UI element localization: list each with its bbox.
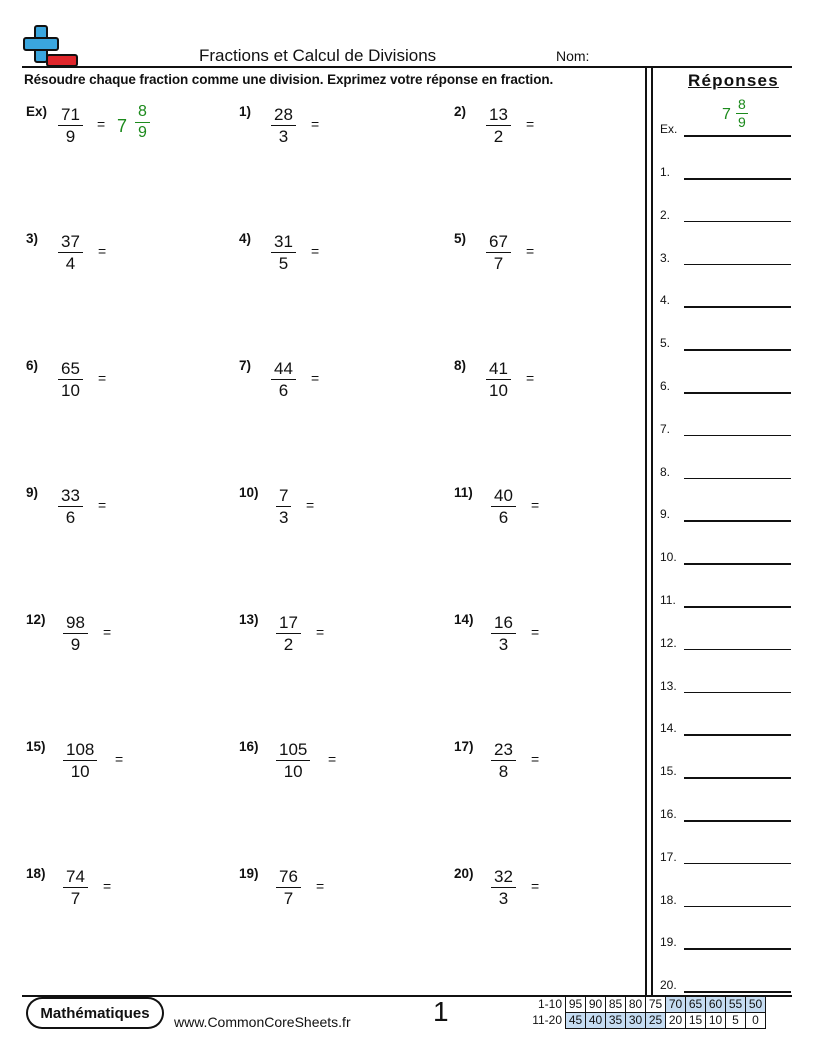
numerator: 44	[271, 358, 296, 380]
name-label: Nom:	[556, 48, 590, 64]
score-table	[528, 996, 766, 1029]
numerator: 65	[58, 358, 83, 380]
fraction	[276, 739, 310, 782]
problem-label: 11)	[454, 485, 473, 500]
fraction	[58, 485, 83, 528]
answer-label-15: 15.	[660, 764, 677, 779]
fraction	[486, 231, 511, 274]
plus-minus-logo-icon	[23, 24, 79, 68]
denominator: 10	[61, 381, 80, 400]
denominator: 5	[278, 254, 289, 273]
fraction	[271, 358, 296, 401]
denominator: 10	[489, 381, 508, 400]
header-divider	[22, 66, 792, 68]
equals-sign: =	[311, 370, 320, 386]
numerator: 40	[491, 485, 516, 507]
problem-label: 19)	[239, 866, 259, 881]
denominator: 6	[498, 508, 509, 527]
equals-sign: =	[98, 370, 107, 386]
answers-title: Réponses	[688, 71, 779, 90]
answer-line-7[interactable]	[684, 435, 791, 437]
problem-label: 5)	[454, 231, 467, 246]
score-cell: 20	[666, 1013, 686, 1029]
answer-label-8: 8.	[660, 464, 671, 479]
answer-label-example: Ex.	[660, 122, 678, 136]
score-cell: 90	[586, 997, 606, 1013]
denominator: 6	[278, 381, 289, 400]
answer-label-3: 3.	[660, 250, 671, 265]
problem-label: 9)	[26, 485, 39, 500]
answer-line-8[interactable]	[684, 478, 791, 480]
denominator: 7	[70, 889, 81, 908]
equals-sign: =	[316, 624, 325, 640]
numerator: 17	[276, 612, 301, 634]
denominator: 7	[283, 889, 294, 908]
problem-label: 4)	[239, 231, 252, 246]
numerator: 37	[58, 231, 83, 253]
score-cell: 60	[706, 997, 726, 1013]
denominator: 9	[65, 127, 76, 146]
equals-sign: =	[115, 751, 124, 767]
score-row-label: 1-10	[537, 997, 562, 1011]
numerator: 32	[491, 866, 516, 888]
answer-label-13: 13.	[660, 678, 677, 693]
problem-label: 1)	[239, 104, 252, 119]
answer-line-3[interactable]	[684, 264, 791, 266]
numerator: 74	[63, 866, 88, 888]
score-cell: 15	[686, 1013, 706, 1029]
numerator: 67	[486, 231, 511, 253]
fraction	[486, 358, 511, 401]
score-cell: 70	[666, 997, 686, 1013]
score-cell: 55	[726, 997, 746, 1013]
answer-line-15[interactable]	[684, 777, 791, 779]
answer-line-19[interactable]	[684, 948, 791, 950]
answer-label-11: 11.	[660, 593, 676, 607]
score-cell: 65	[686, 997, 706, 1013]
problem-label: 10)	[239, 485, 259, 500]
problem-label: Ex)	[26, 104, 48, 119]
fraction	[486, 104, 511, 147]
denominator: 3	[498, 635, 509, 654]
equals-sign: =	[531, 751, 540, 767]
answer-label-1: 1.	[660, 165, 671, 179]
answer-line-13[interactable]	[684, 692, 791, 694]
problem-label: 16)	[239, 739, 259, 754]
fraction	[491, 739, 516, 782]
equals-sign: =	[328, 751, 337, 767]
answer-line-6[interactable]	[684, 392, 791, 394]
brand-badge	[26, 997, 164, 1029]
page-number: 1	[433, 996, 449, 1027]
fraction	[491, 866, 516, 909]
fraction	[276, 866, 301, 909]
answer-label-20: 20.	[660, 978, 677, 993]
fraction	[276, 485, 291, 528]
column-divider	[645, 68, 647, 996]
answer-line-example[interactable]	[684, 135, 791, 137]
answer-fraction	[135, 102, 150, 143]
denominator: 9	[70, 635, 81, 654]
equals-sign: =	[103, 624, 112, 640]
numerator: 41	[486, 358, 511, 380]
problem-label: 8)	[454, 358, 467, 373]
score-cell: 40	[586, 1013, 606, 1029]
answer-label-4: 4.	[660, 293, 671, 308]
equals-sign: =	[306, 497, 315, 513]
score-cell: 80	[626, 997, 646, 1013]
answer-line-10[interactable]	[684, 563, 791, 565]
answer-label-17: 17.	[660, 849, 677, 864]
problem-label: 18)	[26, 866, 46, 881]
answer-label-6: 6.	[660, 379, 671, 393]
answer-label-12: 12.	[660, 635, 677, 650]
answer-line-11[interactable]	[684, 606, 791, 608]
problem-label: 12)	[26, 612, 46, 627]
answer-line-12[interactable]	[684, 649, 791, 651]
denominator: 2	[493, 127, 504, 146]
equals-sign: =	[311, 116, 320, 132]
equals-sign: =	[98, 243, 107, 259]
score-cell: 50	[746, 997, 766, 1013]
fraction	[271, 231, 296, 274]
answer-numerator: 8	[738, 96, 746, 112]
equals-sign: =	[526, 243, 535, 259]
numerator: 31	[271, 231, 296, 253]
answer-line-20[interactable]	[684, 991, 791, 993]
denominator: 2	[283, 635, 294, 654]
equals-sign: =	[531, 878, 540, 894]
answer-line-2[interactable]	[684, 221, 791, 223]
score-cell: 95	[566, 997, 586, 1013]
fraction	[63, 866, 88, 909]
numerator: 108	[63, 739, 97, 761]
equals-sign: =	[526, 370, 535, 386]
numerator: 7	[276, 485, 291, 507]
fraction	[491, 612, 516, 655]
problem-label: 14)	[454, 612, 474, 627]
answer-label-18: 18.	[660, 892, 677, 907]
score-cell: 75	[646, 997, 666, 1013]
numerator: 105	[276, 739, 310, 761]
answer-label-9: 9.	[660, 507, 671, 522]
answer-line-16[interactable]	[684, 820, 791, 822]
worksheet-title: Fractions et Calcul de Divisions	[199, 46, 437, 65]
numerator: 71	[58, 104, 83, 126]
fraction	[58, 104, 83, 147]
equals-sign: =	[526, 116, 535, 132]
problem-label: 7)	[239, 358, 252, 373]
brand-label: Mathématiques	[40, 1004, 150, 1022]
denominator: 7	[493, 254, 504, 273]
website-link[interactable]: www.CommonCoreSheets.fr	[174, 1014, 351, 1030]
column-divider	[651, 68, 653, 996]
answer-label-14: 14.	[660, 721, 677, 736]
score-cell: 85	[606, 997, 626, 1013]
answer-whole: 7	[117, 116, 128, 136]
score-row	[528, 997, 766, 1013]
score-row-label: 11-20	[532, 1013, 562, 1027]
equals-sign: =	[311, 243, 320, 259]
answer-label-7: 7.	[660, 421, 671, 436]
equals-sign: =	[316, 878, 325, 894]
score-cell: 30	[626, 1013, 646, 1029]
answer-label-10: 10.	[660, 550, 677, 565]
instructions: Résoudre chaque fraction comme une division. Exprimez votre réponse en fraction.	[24, 72, 554, 87]
answer-label-19: 19.	[660, 935, 677, 950]
problem-label: 2)	[454, 104, 467, 119]
answer-line-9[interactable]	[684, 520, 791, 522]
answer-denominator: 9	[738, 114, 746, 130]
equals-sign: =	[98, 497, 107, 513]
answer-whole: 7	[722, 106, 731, 123]
problem-label: 15)	[26, 739, 46, 754]
fraction	[491, 485, 516, 528]
equals-sign: =	[531, 624, 540, 640]
numerator: 16	[491, 612, 516, 634]
denominator: 6	[65, 508, 76, 527]
fraction	[276, 612, 301, 655]
score-row	[528, 1013, 766, 1029]
score-cell: 0	[746, 1013, 766, 1029]
answer-line-5[interactable]	[684, 349, 791, 351]
numerator: 23	[491, 739, 516, 761]
numerator: 13	[486, 104, 511, 126]
fraction	[63, 612, 88, 655]
score-cell: 5	[726, 1013, 746, 1029]
answer-line-1[interactable]	[684, 178, 791, 180]
problem-label: 6)	[26, 358, 39, 373]
answer-line-18[interactable]	[684, 906, 791, 908]
fraction	[271, 104, 296, 147]
denominator: 3	[279, 508, 289, 527]
fraction	[58, 231, 83, 274]
score-cell: 35	[606, 1013, 626, 1029]
answer-denominator: 9	[138, 124, 147, 141]
answer-label-16: 16.	[660, 807, 677, 821]
answer-numerator: 8	[135, 102, 150, 123]
problem-label: 13)	[239, 612, 259, 627]
denominator: 10	[283, 762, 303, 781]
problem-label: 3)	[26, 231, 39, 246]
fraction	[63, 739, 97, 782]
answer-label-5: 5.	[660, 336, 671, 351]
score-cell: 25	[646, 1013, 666, 1029]
numerator: 28	[271, 104, 296, 126]
score-cell: 10	[706, 1013, 726, 1029]
denominator: 3	[498, 889, 509, 908]
problem-label: 17)	[454, 739, 474, 754]
problem-label: 20)	[454, 866, 474, 881]
equals-sign: =	[103, 878, 112, 894]
numerator: 33	[58, 485, 83, 507]
denominator: 10	[70, 762, 90, 781]
numerator: 98	[63, 612, 88, 634]
denominator: 3	[278, 127, 289, 146]
denominator: 8	[498, 762, 509, 781]
answer-fraction	[736, 96, 748, 131]
answer-line-14[interactable]	[684, 734, 791, 736]
answer-label-2: 2.	[660, 207, 671, 222]
fraction	[58, 358, 83, 401]
answer-line-17[interactable]	[684, 863, 791, 865]
answer-line-4[interactable]	[684, 306, 791, 308]
score-cell: 45	[566, 1013, 586, 1029]
equals-sign: =	[531, 497, 540, 513]
denominator: 4	[65, 254, 76, 273]
equals-sign: =	[97, 116, 106, 132]
numerator: 76	[276, 866, 301, 888]
